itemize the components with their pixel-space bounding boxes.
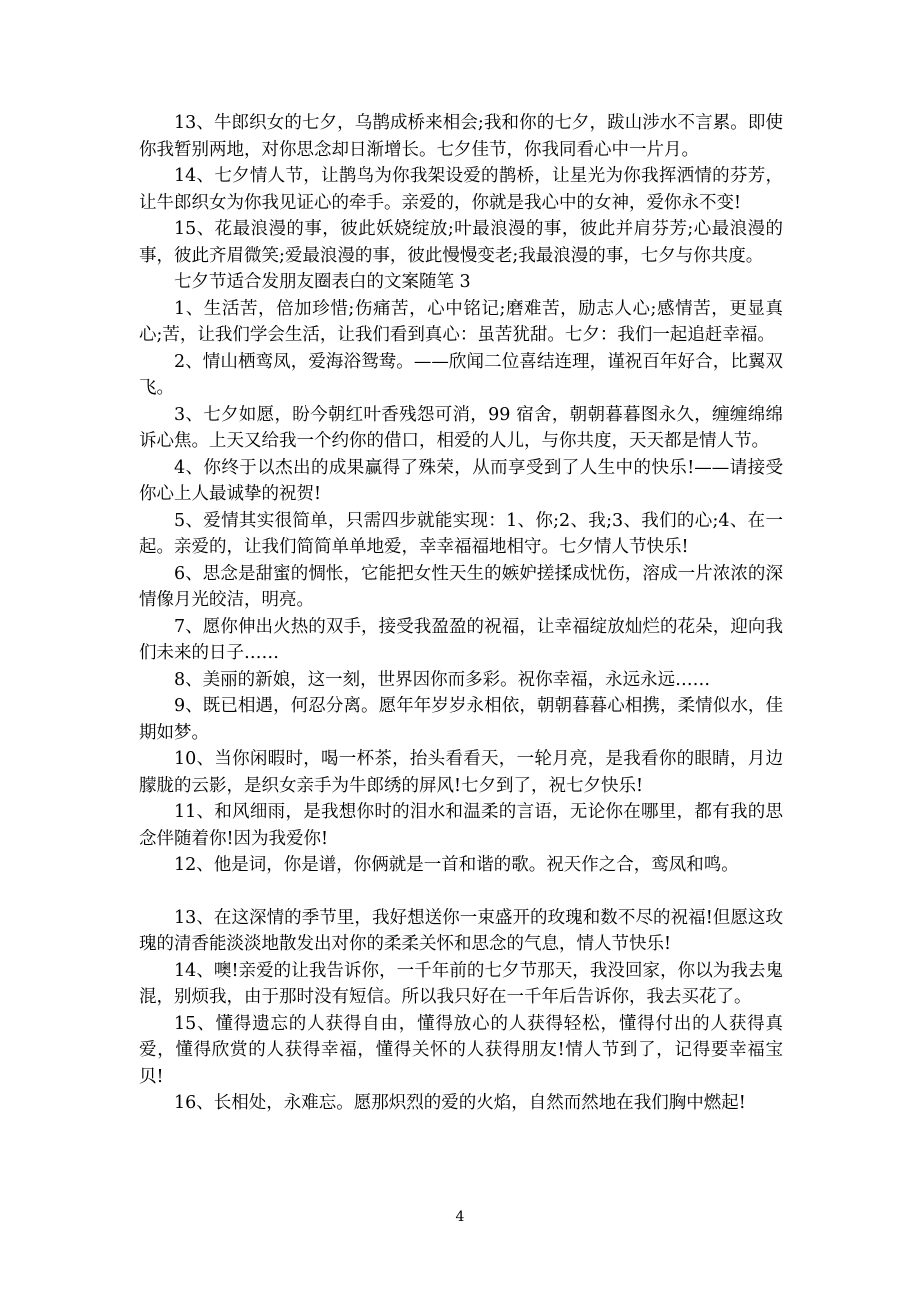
paragraph-4: 4、你终于以杰出的成果赢得了殊荣，从而享受到了人生中的快乐!——请接受你心上人最诚挚的祝贺! bbox=[139, 457, 783, 504]
paragraph-14-magpie-bridge: 14、七夕情人节，让鹊鸟为你我架设爱的鹊桥，让星光为你我挥洒情的芬芳，让牛郎织女为你我见证心的牵手。亲爱的，你就是我心中的女神，爱你永不变! bbox=[139, 166, 783, 213]
paragraph-9: 9、既已相遇，何忍分离。愿年年岁岁永相依，朝朝暮暮心相携，柔情似水，佳期如梦。 bbox=[139, 696, 783, 743]
paragraph-10: 10、当你闲暇时，喝一杯茶，抬头看看天，一轮月亮，是我看你的眼睛，月边朦胧的云影，是织女亲手为牛郎绣的屏风!七夕到了，祝七夕快乐! bbox=[139, 749, 783, 796]
blank-line bbox=[139, 879, 783, 905]
paragraph-7: 7、愿你伸出火热的双手，接受我盈盈的祝福，让幸福绽放灿烂的花朵，迎向我们未来的日子…… bbox=[139, 616, 783, 663]
section-heading: 七夕节适合发朋友圈表白的文案随笔 3 bbox=[174, 272, 471, 292]
page-number: 4 bbox=[455, 1209, 465, 1225]
paragraph-3: 3、七夕如愿，盼今朝红叶香残怨可消，99 宿舍，朝朝暮暮图永久，缠缠绵绵诉心焦。上天又给我一个约你的借口，相爱的人儿，与你共度，天天都是情人节。 bbox=[139, 404, 783, 451]
paragraph-8: 8、美丽的新娘，这一刻，世界因你而多彩。祝你幸福，永远永远…… bbox=[174, 669, 711, 690]
paragraph-14-flowers: 14、噢!亲爱的让我告诉你，一千年前的七夕节那天，我没回家，你以为我去鬼混，别烦我，由于那时没有短信。所以我只好在一千年后告诉你，我去买花了。 bbox=[139, 960, 783, 1007]
document-body bbox=[139, 110, 783, 1117]
paragraph-12: 12、他是词，你是谱，你俩就是一首和谐的歌。祝天作之合，鸾凤和鸣。 bbox=[174, 855, 739, 875]
paragraph-6: 6、思念是甜蜜的惆怅，它能把女性天生的嫉妒搓揉成忧伤，溶成一片浓浓的深情像月光皎洁，明亮。 bbox=[139, 563, 783, 610]
paragraph-13-cowherd: 13、牛郎织女的七夕，乌鹊成桥来相会;我和你的七夕，跋山涉水不言累。即使你我暂别两地，对你思念却日渐增长。七夕佳节，你我同看心中一片月。 bbox=[139, 113, 783, 160]
paragraph-2: 2、情山栖鸾凤，爱海浴鸳鸯。——欣闻二位喜结连理，谨祝百年好合，比翼双飞。 bbox=[139, 351, 783, 398]
paragraph-15-understanding: 15、懂得遗忘的人获得自由，懂得放心的人获得轻松，懂得付出的人获得真爱，懂得欣赏的人获得幸福，懂得关怀的人获得朋友!情人节到了，记得要幸福宝贝! bbox=[139, 1013, 783, 1087]
paragraph-11: 11、和风细雨，是我想你时的泪水和温柔的言语，无论你在哪里，都有我的思念伴随着你!因为我爱你! bbox=[139, 802, 783, 849]
paragraph-13-rose: 13、在这深情的季节里，我好想送你一束盛开的玫瑰和数不尽的祝福!但愿这玫瑰的清香能淡淡地散发出对你的柔柔关怀和思念的气息，情人节快乐! bbox=[139, 907, 783, 954]
paragraph-16-flame: 16、长相处，永难忘。愿那炽烈的爱的火焰，自然而然地在我们胸中燃起! bbox=[174, 1093, 746, 1113]
paragraph-1: 1、生活苦，倍加珍惜;伤痛苦，心中铭记;磨难苦，励志人心;感情苦，更显真心;苦，让我们学会生活，让我们看到真心：虽苦犹甜。七夕：我们一起追赶幸福。 bbox=[139, 298, 783, 345]
paragraph-5: 5、爱情其实很简单，只需四步就能实现：1、你;2、我;3、我们的心;4、在一起。亲爱的，让我们简简单单地爱，幸幸福福地相守。七夕情人节快乐! bbox=[139, 510, 783, 557]
paragraph-15-romance: 15、花最浪漫的事，彼此妖娆绽放;叶最浪漫的事，彼此并肩芬芳;心最浪漫的事，彼此齐眉微笑;爱最浪漫的事，彼此慢慢变老;我最浪漫的事，七夕与你共度。 bbox=[139, 219, 783, 266]
